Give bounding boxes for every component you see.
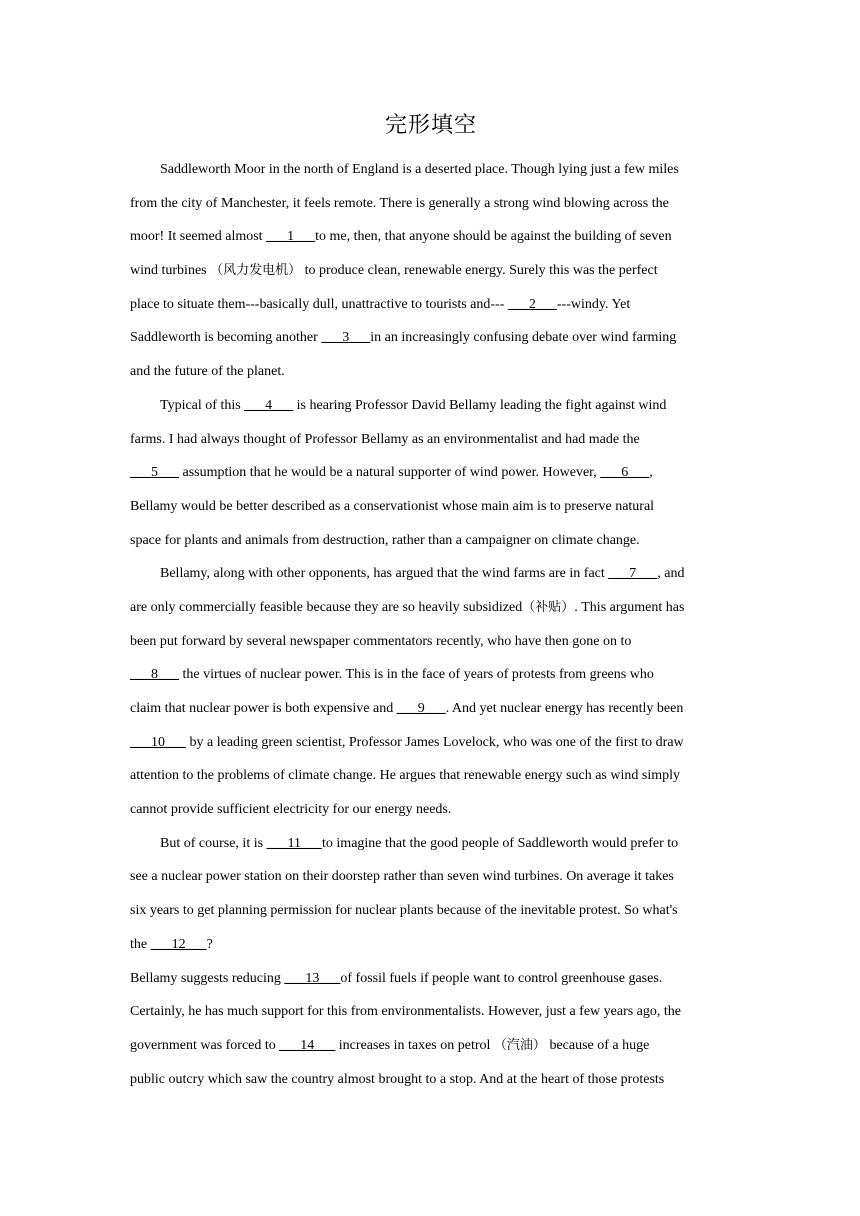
text-line: [130, 423, 732, 457]
text-line: [130, 759, 732, 793]
text-segment: . And yet nuclear energy has recently been: [445, 701, 684, 716]
text-segment: attention to the problems of climate change. He argues that renewable energy such as wind simply: [130, 768, 680, 784]
text-segment: But of course, it is: [160, 835, 267, 851]
page-title: 完形填空: [384, 113, 477, 138]
answer-blank: ___10___: [130, 734, 186, 750]
text-segment: to imagine that the good people of Saddleworth would prefer to: [322, 835, 679, 851]
text-line: [130, 625, 732, 659]
text-line: [130, 962, 732, 996]
answer-blank: ___13___: [284, 970, 341, 986]
text-segment: Certainly, he has much support for this from environmentalists. However, just a few years ago, the: [130, 1004, 682, 1020]
text-segment: six years to get planning permission for nuclear plants because of the inevitable protest. So what's: [130, 903, 678, 919]
text-segment: Typical of this: [160, 397, 245, 413]
text-line: [130, 288, 732, 322]
text-segment: by a leading green scientist, Professor James Lovelock, who was one of the first to draw: [186, 734, 684, 750]
text-segment: in an increasingly confusing debate over wind farming: [370, 330, 677, 346]
text-line: [130, 894, 732, 928]
text-segment: from the city of Manchester, it feels remote. There is generally a strong wind blowing across the: [130, 195, 669, 211]
text-segment: ,: [649, 465, 653, 481]
text-segment: to produce clean, renewable energy. Surely this was the perfect: [301, 263, 658, 279]
text-segment: increases in taxes on petrol: [335, 1037, 494, 1053]
text-segment: Bellamy, along with other opponents, has argued that the wind farms are in fact: [160, 566, 609, 582]
paragraph: [130, 389, 732, 557]
text-line: [130, 254, 732, 288]
text-segment: assumption that he would be a natural supporter of wind power. However,: [179, 465, 601, 481]
text-segment: claim that nuclear power is both expensive and: [130, 701, 397, 716]
text-line: [130, 187, 732, 221]
text-segment: Saddleworth is becoming another: [130, 330, 322, 346]
text-segment: cannot provide sufficient electricity for our energy needs.: [130, 802, 452, 818]
text-segment: is hearing Professor David Bellamy leading the fight against wind: [293, 397, 667, 413]
paragraph: [130, 153, 732, 389]
text-segment: because of a huge: [545, 1037, 650, 1053]
text-line: [130, 860, 732, 894]
text-line: [130, 995, 732, 1029]
text-segment: the: [130, 936, 151, 952]
answer-blank: ___8___: [130, 667, 179, 683]
text-segment: and the future of the planet.: [130, 364, 285, 380]
text-segment: , and: [657, 566, 685, 582]
text-segment: to me, then, that anyone should be against the building of seven: [315, 229, 672, 245]
text-segment: Bellamy would be better described as a conservationist whose main aim is to preserve natural: [130, 498, 655, 514]
text-line: [130, 1063, 732, 1097]
answer-blank: ___3___: [321, 330, 371, 346]
chinese-gloss: （补贴）: [522, 599, 575, 615]
text-segment: space for plants and animals from destruction, rather than a campaigner on climate change.: [130, 532, 640, 548]
answer-blank: ___11___: [266, 835, 323, 851]
text-segment: ?: [206, 936, 213, 952]
text-line: [130, 456, 732, 490]
answer-blank: ___7___: [608, 566, 658, 582]
text-line: [130, 658, 732, 692]
text-segment: ---windy. Yet: [556, 296, 631, 312]
answer-blank: ___9___: [396, 701, 446, 716]
text-line: [130, 490, 732, 524]
text-line: [130, 793, 732, 827]
text-segment: place to situate them---basically dull, unattractive to tourists and---: [130, 296, 508, 312]
text-segment: Bellamy suggests reducing: [130, 970, 285, 986]
text-segment: been put forward by several newspaper commentators recently, who have then gone on to: [130, 633, 632, 649]
text-line: [130, 692, 732, 726]
text-segment: of fossil fuels if people want to control greenhouse gases.: [340, 970, 663, 986]
answer-blank: ___14___: [279, 1037, 336, 1053]
paragraph: [130, 557, 732, 827]
text-line: [130, 524, 732, 558]
answer-blank: ___12___: [150, 936, 207, 952]
text-line: [130, 355, 732, 389]
text-line: [130, 1029, 732, 1063]
text-segment: government was forced to: [130, 1037, 280, 1053]
text-segment: public outcry which saw the country almost brought to a stop. And at the heart of those protests: [130, 1071, 665, 1087]
chinese-gloss: （风力发电机）: [210, 263, 302, 279]
text-line: [130, 321, 732, 355]
text-segment: see a nuclear power station on their doorstep rather than seven wind turbines. On average it takes: [130, 869, 674, 885]
chinese-gloss: （汽油）: [493, 1037, 546, 1053]
text-segment: farms. I had always thought of Professor Bellamy as an environmentalist and had made the: [130, 431, 640, 447]
text-line: [130, 220, 732, 254]
text-line: [130, 389, 732, 423]
text-segment: the virtues of nuclear power. This is in the face of years of protests from greens who: [179, 667, 654, 683]
text-line: [130, 827, 732, 861]
text-line: [130, 153, 732, 187]
paragraph: [130, 827, 732, 962]
text-segment: . This argument has: [574, 599, 685, 615]
passage-body: [130, 153, 732, 1096]
answer-blank: ___1___: [266, 229, 316, 245]
text-line: [130, 591, 732, 625]
text-line: [130, 557, 732, 591]
answer-blank: ___2___: [507, 296, 557, 312]
text-segment: wind turbines: [130, 263, 211, 279]
text-segment: moor! It seemed almost: [130, 229, 267, 245]
text-line: [130, 726, 732, 760]
answer-blank: ___6___: [600, 465, 650, 481]
answer-blank: ___5___: [130, 465, 179, 481]
answer-blank: ___4___: [244, 397, 294, 413]
paragraph: [130, 962, 732, 1097]
text-segment: are only commercially feasible because they are so heavily subsidized: [130, 599, 523, 615]
text-segment: Saddleworth Moor in the north of England is a deserted place. Though lying just a few miles: [160, 162, 679, 177]
document-page: [130, 108, 732, 1096]
text-line: [130, 928, 732, 962]
